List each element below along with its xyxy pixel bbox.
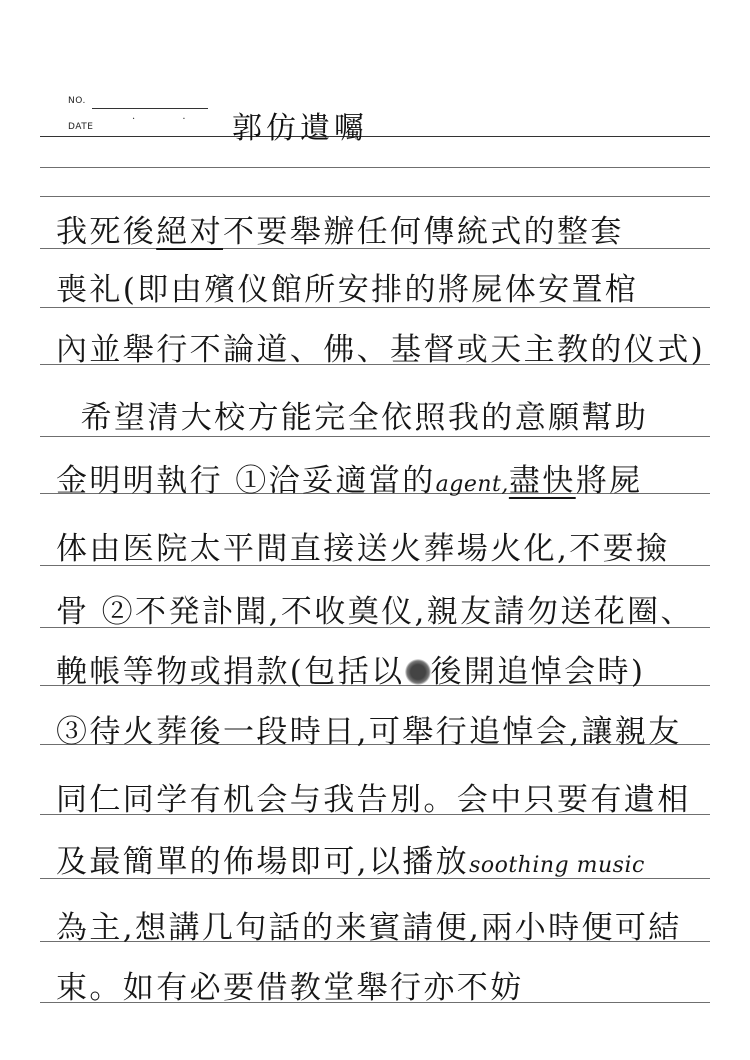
underlined-text: 盡快 (508, 463, 576, 499)
line-text: 將屍 (575, 463, 643, 499)
date-marks: · · (132, 114, 208, 125)
document-title: 郭仿遺囑 (232, 111, 368, 146)
text-line-1 (56, 206, 706, 251)
text-line-3: 內並舉行不論道、佛、基督或天主教的仪式) (56, 332, 706, 368)
english-words: soothing music (469, 853, 645, 878)
text-line-4: 希望清大校方能完全依照我的意願幫助 (56, 400, 649, 436)
date-line (40, 136, 710, 137)
date-label: DATE (68, 122, 94, 132)
ruled-line (40, 196, 710, 197)
ruled-line (40, 167, 710, 168)
line-text: 後開追悼会時) (430, 654, 646, 690)
line-text: 金明明執行 ①洽妥適當的 (56, 463, 436, 499)
text-line-5 (56, 455, 706, 500)
text-line-9: ③待火葬後一段時日,可舉行追悼会,讓親友 (56, 714, 682, 750)
no-label: NO. (68, 96, 86, 106)
line-text: 不要舉辦任何傳統式的整套 (223, 214, 624, 250)
text-line-6: 体由医院太平間直接送火葬場火化,不要撿 (56, 531, 670, 567)
text-line-2: 喪礼(即由殯仪館所安排的將屍体安置棺 (56, 272, 639, 308)
line-text: 及最簡單的佈場即可,以播放 (56, 844, 470, 880)
underlined-text: 絕对 (156, 214, 224, 250)
text-line-11 (56, 836, 706, 881)
ink-smudge (405, 659, 431, 685)
text-line-10: 同仁同学有机会与我告別。会中只要有遺相 (56, 782, 691, 818)
no-line (92, 108, 208, 109)
line-text: 我死後 (56, 214, 157, 250)
text-line-12: 為主,想講几句話的来賓請便,兩小時便可結 (56, 910, 682, 946)
text-line-8 (56, 646, 706, 691)
english-word: agent, (435, 472, 509, 497)
text-line-13: 束。如有必要借教堂舉行亦不妨 (56, 970, 524, 1006)
text-line-7: 骨 ②不発訃聞,不收奠仪,親友請勿送花圈、 (56, 594, 694, 630)
line-text: 輓帳等物或捐款(包括以 (56, 654, 405, 690)
